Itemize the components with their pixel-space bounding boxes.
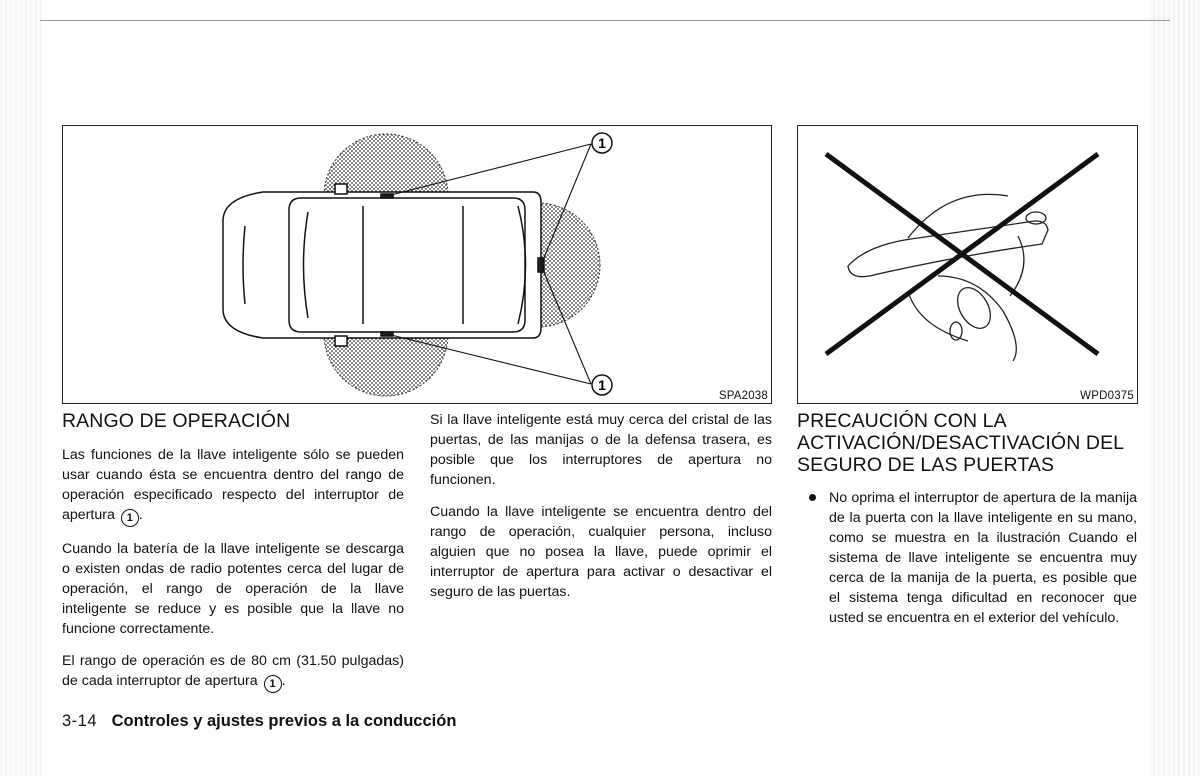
scan-edge-left [0, 0, 42, 776]
callout-marker-top [592, 133, 612, 153]
page-footer [62, 712, 456, 731]
bullet-icon [809, 494, 816, 501]
column-1 [62, 410, 404, 705]
section-title-operating-range: RANGO DE OPERACIÓN [62, 410, 291, 432]
paragraph-1: Las funciones de la llave inteligente sólo se pueden usar cuando ésta se encuentra dentro del rango de operación especificado respecto del interruptor de apertura 1 . [62, 445, 404, 527]
figure-code: WPD0375 [1080, 390, 1134, 402]
figure-code: SPA2038 [718, 390, 768, 402]
cross-out-mark [826, 154, 1098, 354]
paragraph-5: Cuando la llave inteligente se encuentra dentro del rango de operación, cualquier persona, incluso alguien que no posea la llave, puede oprimir el interruptor de apertura para activar o desactivar el seguro de las puertas. [430, 504, 772, 600]
callout-marker-inline: 1 [264, 675, 282, 693]
hand-on-handle-illustration [798, 126, 1137, 403]
callout-marker-bottom [592, 375, 612, 395]
top-rule [40, 20, 1170, 21]
svg-text:1: 1 [598, 377, 606, 393]
paragraph-3: El rango de operación es de 80 cm (31.50 pulgadas) de cada interruptor de apertura 1 . [62, 651, 404, 693]
bullet-item [797, 488, 1137, 628]
scan-edge-right [1150, 0, 1200, 776]
paragraph-4: Si la llave inteligente está muy cerca del cristal de las puertas, de las manijas o de la defensa trasera, es posible que los interruptores de apertura no funcionen. [430, 412, 772, 488]
car-top-view-illustration [63, 126, 771, 403]
section-title-caution: PRECAUCIÓN CON LA ACTIVACIÓN/DESACTIVACIÓN DEL SEGURO DE LAS PUERTAS [797, 410, 1124, 476]
bullet-text: No oprima el interruptor de apertura de la manija de la puerta con la llave inteligente en su mano, como se muestra en la ilustración Cuando el sistema de llave inteligente se encuentra muy cerca de la manija de la puerta, es posible que el sistema tenga dificultad en reconocer que usted se encuentra en el exterior del vehículo. [829, 490, 1137, 626]
car-body [223, 184, 544, 346]
door-handle-sketch [848, 194, 1048, 361]
callout-marker-inline: 1 [121, 509, 139, 527]
column-3 [797, 410, 1137, 628]
operating-range-figure [62, 125, 772, 404]
page-number: 3-14 [62, 712, 98, 730]
paragraph-2: Cuando la batería de la llave inteligente se descarga o existen ondas de radio potentes cerca del lugar de operación, el rango de operación de la llave inteligente se reduce y es posible que la llave no funcione correctamente. [62, 541, 404, 637]
warning-figure [797, 125, 1138, 404]
svg-text:1: 1 [598, 135, 606, 151]
chapter-title: Controles y ajustes previos a la conducción [111, 712, 457, 730]
column-2 [430, 410, 772, 614]
